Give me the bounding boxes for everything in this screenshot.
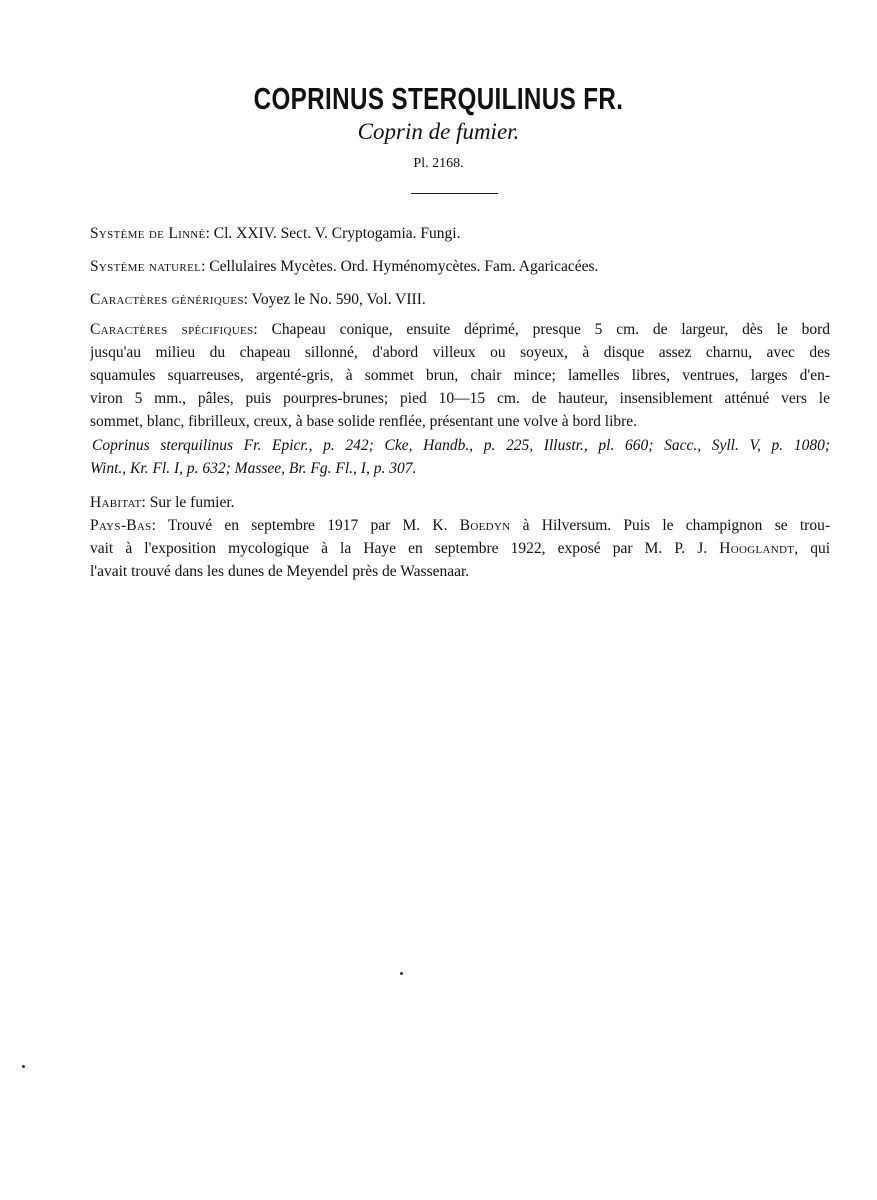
linne-text: : Cl. XXIV. Sect. V. Cryptogamia. Fungi. (205, 225, 461, 242)
paysbas-label: Pays-Bas (90, 517, 152, 534)
habitat-text: : Sur le fumier. (141, 494, 235, 511)
specifiques-line-1: Caractères spécifiques: Chapeau conique, ensuite déprimé, presque 5 cm. de largeur, dès le bord (90, 321, 830, 338)
title-divider (411, 193, 498, 194)
linne-section (90, 224, 830, 243)
specifiques-label: Caractères spécifiques (90, 321, 254, 338)
collector-name-hooglandt: Hooglandt (719, 540, 795, 557)
specifiques-line-4: viron 5 mm., pâles, puis pourpres-brunes; pied 10—15 cm. de hauteur, insensiblement atténué vers le (90, 390, 830, 407)
specifiques-line-2: jusqu'au milieu du chapeau sillonné, d'abord villeux ou soyeux, à disque assez charnu, avec des (90, 344, 830, 361)
scan-speck (22, 1065, 25, 1068)
naturel-label: Système naturel (90, 258, 202, 275)
plate-number: Pl. 2168. (413, 156, 464, 171)
paysbas-line-1: Pays-Bas: Trouvé en septembre 1917 par M. K. Boedyn à Hilversum. Puis le champignon se trou- (90, 517, 830, 534)
naturel-text: : Cellulaires Mycètes. Ord. Hyménomycètes. Fam. Agaricacées. (201, 258, 599, 275)
linne-label: Système de Linné (90, 225, 206, 242)
generiques-text: : Voyez le No. 590, Vol. VIII. (243, 291, 426, 308)
habitat-section (90, 493, 830, 512)
page-subtitle: Coprin de fumier. (357, 119, 520, 144)
references-line-2: Wint., Kr. Fl. I, p. 632; Massee, Br. Fg. Fl., I, p. 307. (90, 460, 417, 477)
specifiques-line-3: squamules squarreuses, argenté-gris, à sommet brun, chair mince; lamelles libres, ventrues, larges d'en- (90, 367, 830, 384)
paysbas-line-2: vait à l'exposition mycologique à la Haye en septembre 1922, exposé par M. P. J. Hooglandt, qui (90, 540, 830, 557)
habitat-label: Habitat (90, 494, 142, 511)
scan-speck (400, 972, 403, 975)
specifiques-line-5: sommet, blanc, fibrilleux, creux, à base solide renflée, présentant une volve à bord libre. (90, 413, 638, 430)
paysbas-line-3: l'avait trouvé dans les dunes de Meyendel près de Wassenaar. (90, 563, 470, 580)
generiques-label: Caractères génériques (90, 291, 244, 308)
page-title: COPRINUS STERQUILINUS FR. (253, 81, 624, 116)
naturel-section (90, 257, 830, 276)
collector-name-boedyn: Boedyn (459, 517, 511, 534)
generiques-section (90, 290, 830, 309)
references-line-1: Coprinus sterquilinus Fr. Epicr., p. 242; Cke, Handb., p. 225, Illustr., pl. 660; Sacc., Syll. V, p. 1080; (92, 437, 830, 454)
